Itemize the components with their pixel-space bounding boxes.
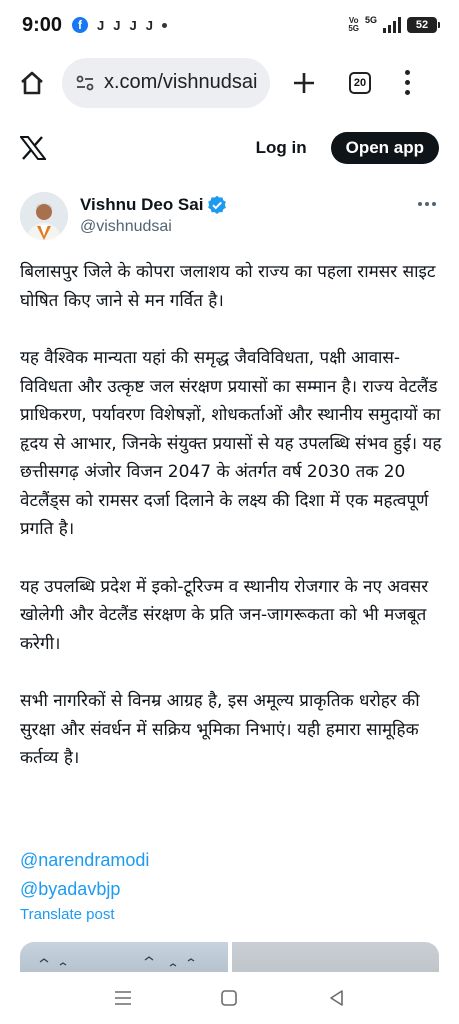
more-dot-icon	[432, 202, 436, 206]
volte-icon: Vo 5G	[348, 16, 359, 33]
author-handle[interactable]: @vishnudsai	[80, 218, 172, 235]
tab-switcher-button[interactable]	[338, 61, 382, 105]
post-more-button[interactable]	[414, 198, 440, 210]
facebook-icon: f	[72, 17, 88, 33]
more-notifications-icon	[162, 23, 167, 28]
translate-post-link[interactable]: Translate post	[20, 906, 115, 923]
battery-level: 52	[415, 19, 429, 31]
home-nav-button[interactable]	[209, 978, 249, 1018]
notification-j-icon: J	[97, 17, 105, 33]
site-settings-icon[interactable]	[76, 74, 94, 92]
recents-icon	[114, 990, 132, 1006]
avatar[interactable]	[20, 192, 68, 240]
open-app-button[interactable]: Open app	[331, 132, 439, 164]
url-text: x.com/vishnudsai	[104, 71, 258, 93]
system-nav-bar	[0, 972, 459, 1024]
mention-link[interactable]: @narendramodi	[20, 850, 150, 870]
menu-dot-icon	[405, 70, 410, 75]
status-time: 9:00	[22, 13, 63, 36]
menu-dot-icon	[405, 90, 410, 95]
media-image[interactable]	[20, 942, 228, 972]
back-nav-button[interactable]	[316, 978, 356, 1018]
notification-j-icon: J	[129, 17, 137, 33]
verified-badge-icon	[207, 195, 227, 215]
new-tab-button[interactable]	[282, 61, 326, 105]
post-paragraph: यह वैश्विक मान्यता यहां की समृद्ध जैवविविधता, पक्षी आवास-विविधता और उत्कृष्ट जल संरक्षण प्रयासों का सम्मान है। राज्य वेटलैंड प्राधिकरण, पर्यावरण विशेषज्ञों, शोधकर्ताओं और स्थानीय समुदायों का हृदय से आभार, जिनके संयुक्त प्रयासों से यह उपलब्धि संभव हुई। यह छत्तीसगढ़ अंजोर विजन 2047 के अंतर्गत वर्ष 2030 तक 20 वेटलैंड्स को रामसर दर्जा दिलाने के लक्ष्य की दिशा में एक महत्वपूर्ण प्रगति है।	[20, 348, 442, 539]
status-bar	[0, 0, 459, 50]
post-media[interactable]	[20, 942, 439, 972]
author-name[interactable]: Vishnu Deo Sai	[80, 195, 204, 214]
notification-j-icon: J	[113, 17, 121, 33]
plus-icon	[293, 72, 315, 94]
post-author	[20, 192, 440, 248]
home-button[interactable]	[10, 61, 54, 105]
login-button[interactable]: Log in	[255, 138, 307, 157]
more-dot-icon	[418, 202, 422, 206]
post-paragraph: यह उपलब्धि प्रदेश में इको-टूरिज्म व स्थानीय रोजगार के नए अवसर खोलेगी और वेटलैंड संरक्षण के प्रति जन-जागरूकता को भी मजबूत करेगी।	[20, 576, 429, 654]
address-bar[interactable]	[62, 58, 270, 108]
notification-j-icon: J	[145, 17, 153, 33]
post-paragraph: बिलासपुर जिले के कोपरा जलाशय को राज्य का पहला रामसर साइट घोषित किए जाने से मन गर्वित है।	[20, 262, 436, 311]
browser-toolbar	[0, 50, 459, 115]
more-dot-icon	[425, 202, 429, 206]
notification-icons	[72, 17, 167, 33]
tab-count: 20	[349, 72, 371, 94]
x-logo-icon[interactable]	[20, 134, 48, 162]
home-square-icon	[220, 989, 238, 1007]
site-header	[0, 118, 459, 178]
post-paragraph: सभी नागरिकों से विनम्र आग्रह है, इस अमूल्य प्राकृतिक धरोहर की सुरक्षा और संवर्धन में सक्रिय भूमिका निभाएं। यही हमारा सामूहिक कर्तव्य है।	[20, 691, 420, 768]
signal-icon	[383, 17, 401, 33]
recent-apps-button[interactable]	[103, 978, 143, 1018]
battery-icon	[407, 17, 437, 33]
back-icon	[328, 989, 344, 1007]
home-icon	[19, 70, 45, 96]
post-mentions	[20, 846, 149, 904]
post-text	[20, 258, 442, 773]
browser-menu-button[interactable]	[392, 61, 422, 105]
mention-link[interactable]: @byadavbjp	[20, 879, 121, 899]
media-image[interactable]	[232, 942, 439, 972]
menu-dot-icon	[405, 80, 410, 85]
network-type: 5G	[364, 15, 377, 25]
